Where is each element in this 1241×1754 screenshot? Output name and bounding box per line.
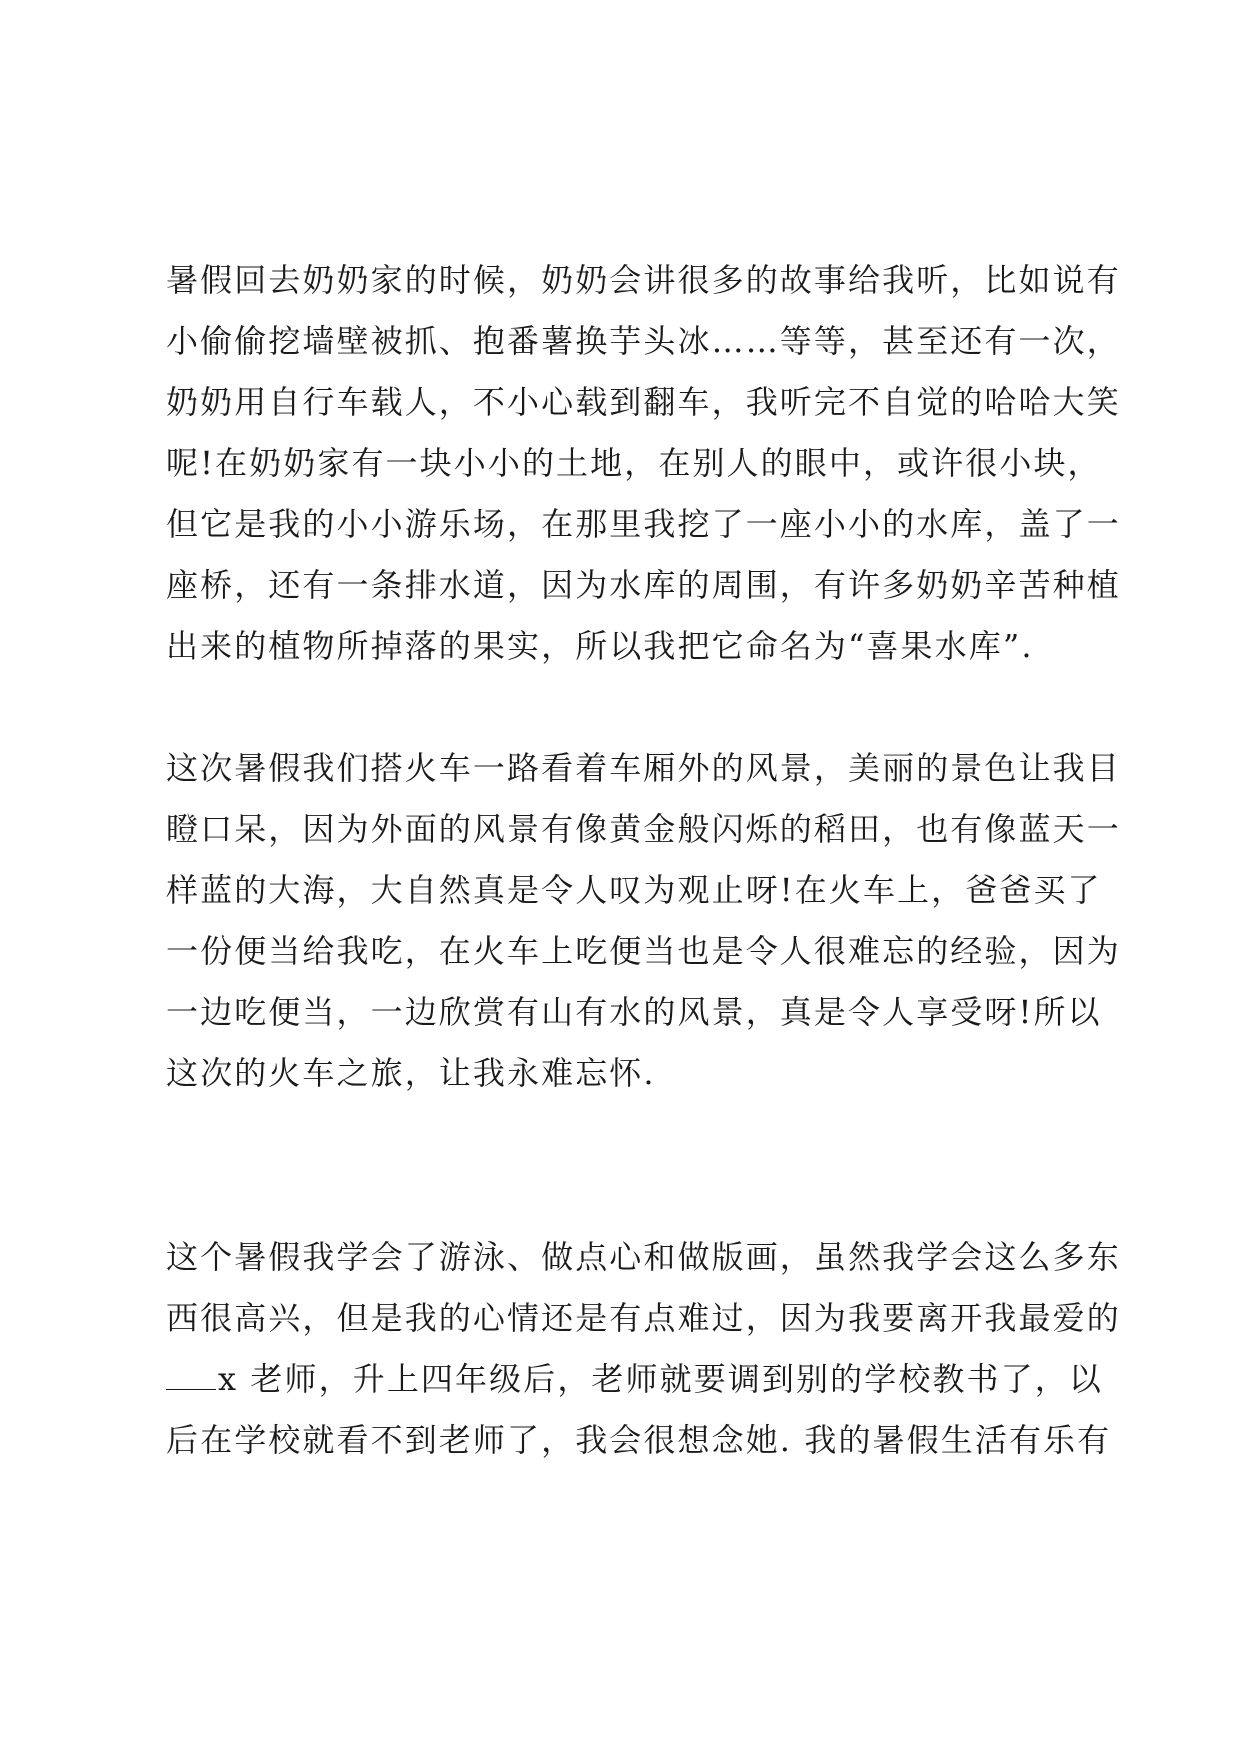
text-line: 呢!在奶奶家有一块小小的土地，在别人的眼中，或许很小块，: [166, 444, 1102, 482]
text-line: 西很高兴，但是我的心情还是有点难过，因为我要离开我最爱的: [166, 1299, 1121, 1337]
text-line: 后在学校就看不到老师了，我会很想念她. 我的暑假生活有乐有: [166, 1421, 1112, 1459]
text-line: 这次的火车之旅，让我永难忘怀.: [166, 1054, 656, 1092]
text-line: 暑假回去奶奶家的时候，奶奶会讲很多的故事给我听，比如说有: [166, 261, 1121, 299]
text-line: 奶奶用自行车载人，不小心载到翻车，我听完不自觉的哈哈大笑: [166, 383, 1121, 421]
text-line: [166, 1112, 1086, 1156]
text-line: 一份便当给我吃，在火车上吃便当也是令人很难忘的经验，因为: [166, 932, 1121, 970]
text-line: 这个暑假我学会了游泳、做点心和做版画，虽然我学会这么多东: [166, 1238, 1121, 1276]
text-line: 出来的植物所掉落的果实，所以我把它命名为“喜果水库”.: [166, 627, 1034, 665]
text-line: 一边吃便当，一边欣赏有山有水的风景，真是令人享受呀!所以: [166, 993, 1102, 1031]
text-line: 样蓝的大海，大自然真是令人叹为观止呀!在火车上，爸爸买了: [166, 871, 1102, 909]
text-line-remainder: x 老师，升上四年级后，老师就要调到别的学校教书了，以: [218, 1360, 1103, 1398]
text-line: 座桥，还有一条排水道，因为水库的周围，有许多奶奶辛苦种植: [166, 566, 1121, 604]
text-line: 但它是我的小小游乐场，在那里我挖了一座小小的水库，盖了一: [166, 505, 1121, 543]
fill-in-blank: [166, 1359, 216, 1390]
text-line: 这次暑假我们搭火车一路看着车厢外的风景，美丽的景色让我目: [166, 749, 1121, 787]
text-line-with-blank: [166, 1357, 1103, 1401]
text-line: 瞪口呆，因为外面的风景有像黄金般闪烁的稻田，也有像蓝天一: [166, 810, 1121, 848]
text-line: 小偷偷挖墙壁被抓、抱番薯换芋头冰……等等，甚至还有一次，: [166, 322, 1121, 360]
